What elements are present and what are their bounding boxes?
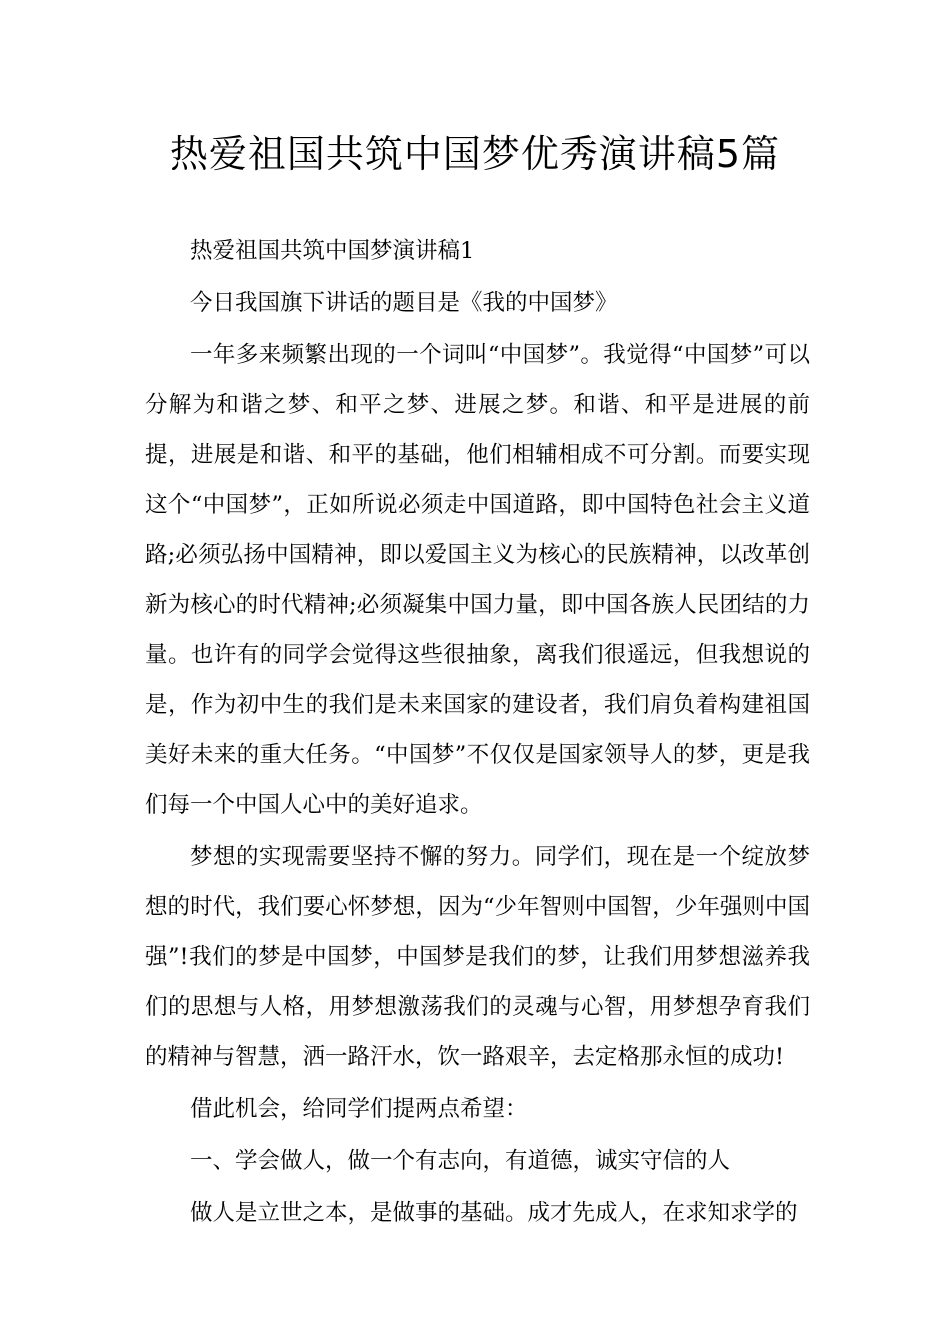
paragraph: 一年多来频繁出现的一个词叫“中国梦”。我觉得“中国梦”可以分解为和谐之梦、和平之梦、进展之梦。和谐、和平是进展的前提，进展是和谐、和平的基础，他们相辅相成不可分割。而要实现这个“中国梦”，正如所说必须走中国道路，即中国特色社会主义道路;必须弘扬中国精神，即以爱国主义为核心的民族精神，以改革创新为核心的时代精神;必须凝集中国力量，即中国各族人民团结的力量。也许有的同学会觉得这些很抽象，离我们很遥远，但我想说的是，作为初中生的我们是未来国家的建设者，我们肩负着构建祖国美好未来的重大任务。“中国梦”不仅仅是国家领导人的梦，更是我们每一个中国人心中的美好追求。	[145, 342, 810, 818]
paragraph: 借此机会，给同学们提两点希望：	[190, 1096, 528, 1122]
point-heading: 一、学会做人，做一个有志向，有道德，诚实守信的人	[190, 1148, 731, 1174]
speech-topic: 今日我国旗下讲话的题目是《我的中国梦》	[190, 290, 618, 316]
paragraph: 梦想的实现需要坚持不懈的努力。同学们，现在是一个绽放梦想的时代，我们要心怀梦想，因为“少年智则中国智，少年强则中国强”!我们的梦是中国梦，中国梦是我们的梦，让我们用梦想滋养我们的思想与人格，用梦想激荡我们的灵魂与心智，用梦想孕育我们的精神与智慧，洒一路汗水，饮一路艰辛，去定格那永恒的成功!	[145, 844, 810, 1070]
document-title: 热爱祖国共筑中国梦优秀演讲稿5篇	[169, 132, 781, 176]
document-body	[145, 226, 810, 1240]
section-heading: 热爱祖国共筑中国梦演讲稿1	[190, 238, 475, 264]
paragraph: 做人是立世之本，是做事的基础。成才先成人，在求知求学的	[190, 1200, 798, 1226]
